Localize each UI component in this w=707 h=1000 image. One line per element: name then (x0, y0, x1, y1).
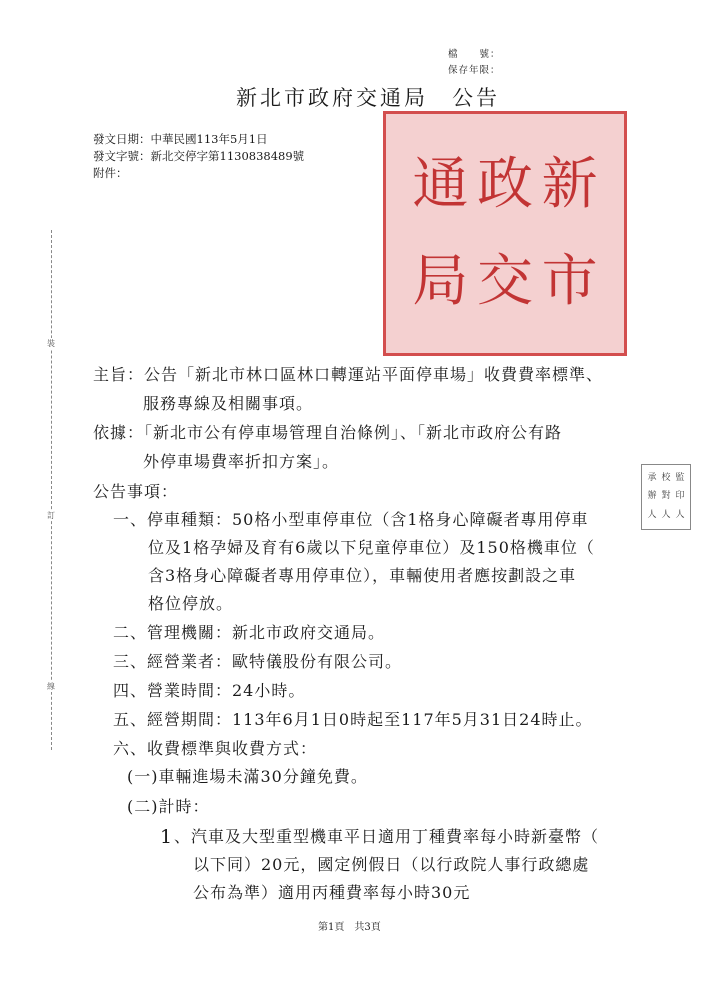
item-6-sub-2-line-3: 公布為準）適用丙種費率每小時30元 (193, 883, 471, 902)
seal-char: 政 (477, 151, 534, 217)
item-5: 五、經營期間：113年6月1日0時起至117年5月31日24時止。 (113, 710, 593, 729)
subject-line-2: 服務專線及相關事項。 (143, 394, 314, 413)
item-1-line-3: 含3格身心障礙者專用停車位），車輛使用者應按劃設之車 (148, 566, 577, 585)
stamp-char: 監 (675, 472, 685, 483)
attachment-label: 附件： (93, 166, 128, 180)
stamp-char: 人 (661, 510, 671, 521)
stamp-char: 校 (661, 472, 671, 483)
issue-number: 發文字號：新北交停字第1130838489號 (93, 149, 305, 163)
seal-char: 交 (477, 249, 534, 315)
item-6-sub-2-line-1: 、汽車及大型重型機車平日適用丁種費率每小時新臺幣（ (174, 827, 600, 846)
stamp-char: 辦 (647, 491, 657, 502)
stamp-char: 印 (675, 491, 685, 502)
seal-char: 局 (412, 249, 469, 315)
stamp-char: 承 (647, 472, 657, 483)
item-1-line-2: 位及1格孕婦及育有6歲以下兒童停車位）及150格機車位（ (148, 538, 595, 557)
seal-char: 市 (541, 249, 598, 315)
item-6-sub-2-number: 1 (160, 826, 174, 848)
basis-line-1: 依據：「新北市公有停車場管理自治條例」、「新北市政府公有路 (93, 423, 563, 442)
approval-stamp (641, 464, 691, 530)
margin-mark-top: 裝 (47, 339, 55, 348)
item-2: 二、管理機關：新北市政府交通局。 (113, 623, 386, 642)
item-6-sub-2-line-2: 以下同）20元，國定例假日（以行政院人事行政總處 (193, 855, 590, 874)
item-4: 四、營業時間：24小時。 (113, 681, 306, 700)
item-1-line-1: 一、停車種類：50格小型車停車位（含1格身心障礙者專用停車 (113, 510, 589, 529)
issue-date: 發文日期：中華民國113年5月1日 (93, 132, 268, 146)
official-seal-stamp (383, 111, 627, 356)
item-6: 六、收費標準與收費方式： (113, 739, 318, 758)
margin-mark-middle: 訂 (47, 511, 55, 520)
subject-line-1: 主旨：公告「新北市林口區林口轉運站平面停車場」收費費率標準、 (93, 365, 604, 384)
document-title: 新北市政府交通局 公告 (236, 86, 500, 110)
file-number-label: 檔 號： (448, 49, 501, 60)
notice-heading: 公告事項： (93, 482, 179, 501)
binding-margin-line (51, 230, 52, 750)
seal-char: 通 (412, 151, 469, 217)
page-number: 第1頁 共3頁 (318, 922, 381, 933)
stamp-char: 對 (661, 491, 671, 502)
stamp-char: 人 (647, 510, 657, 521)
seal-char: 新 (541, 151, 598, 217)
item-3: 三、經營業者：歐特儀股份有限公司。 (113, 652, 403, 671)
retention-period-label: 保存年限： (448, 65, 501, 76)
margin-mark-bottom: 線 (47, 682, 55, 691)
stamp-char: 人 (675, 510, 685, 521)
item-1-line-4: 格位停放。 (148, 594, 234, 613)
basis-line-2: 外停車場費率折扣方案」。 (143, 452, 340, 471)
item-6-sub-2: (二)計時： (127, 797, 210, 816)
item-6-sub-1: (一)車輛進場未滿30分鐘免費。 (127, 767, 368, 786)
